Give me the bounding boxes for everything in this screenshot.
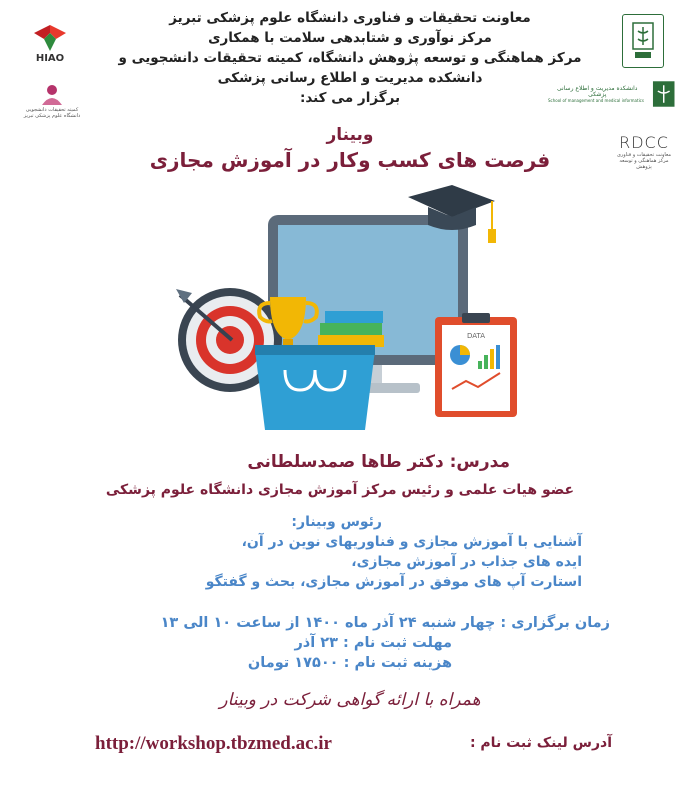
outline-item-1: آشنایی با آموزش مجازی و فناوریهای نوین در آن،: [241, 534, 582, 550]
instructor-affiliation: عضو هیات علمی و رئیس مرکز آموزش مجازی دانشگاه علوم پزشکی: [105, 482, 575, 498]
instructor-name: مدرس: دکتر طاها صمدسلطانی: [247, 452, 510, 472]
rdcc-logo: [612, 125, 676, 177]
school-logo-caption: دانشکده مدیریت و اطلاع رسانی پزشکی: [557, 84, 638, 98]
hiao-logo-text: HIAO: [35, 52, 65, 64]
school-logo-caption-en: School of management and medical informatics: [548, 97, 644, 103]
university-logo: [622, 14, 664, 68]
rdcc-logo-text: RDCC: [619, 132, 669, 152]
rdcc-logo-caption: معاونت تحقیقات و فناوری مرکز هماهنگی و توسعه پژوهش: [616, 151, 672, 170]
data-label: DATA: [466, 332, 486, 340]
books-icon: [318, 311, 384, 347]
student-committee-icon: [39, 83, 65, 107]
shopping-bag-icon: [255, 345, 375, 430]
registration-label: آدرس لینک ثبت نام :: [469, 735, 612, 751]
data-clipboard-icon: [435, 313, 517, 417]
header-line-3: مرکز هماهنگی و توسعه پژوهش دانشگاه، کمیته تحقیقات دانشجویی و: [118, 50, 582, 66]
header-line-2: مرکز نوآوری و شتابدهی سلامت با همکاری: [208, 30, 492, 46]
school-emblem-icon: [651, 79, 676, 109]
header-line-5: برگزار می کند:: [299, 90, 401, 106]
outline-heading: رئوس وبینار:: [291, 514, 382, 530]
event-title: فرصت های کسب وکار در آموزش مجازی: [149, 148, 551, 172]
elearning-illustration: [170, 185, 530, 445]
outline-item-2: ایده های جذاب در آموزش مجازی،: [351, 554, 582, 570]
university-emblem-icon: [628, 19, 658, 63]
certificate-note: همراه با ارائه گواهی شرکت در وبینار: [219, 690, 481, 710]
hiao-logo: [28, 18, 72, 68]
registration-link[interactable]: http://workshop.tbzmed.ac.ir: [95, 733, 332, 754]
registration-fee: هزینه ثبت نام : ۱۷۵۰۰ تومان: [247, 655, 452, 671]
event-type: وبینار: [326, 125, 374, 145]
registration-deadline: مهلت ثبت نام : ۲۳ آذر: [294, 635, 452, 651]
header-line-4: دانشکده مدیریت و اطلاع رسانی پزشکی: [217, 70, 483, 86]
hiao-logo-mark: [30, 23, 70, 53]
student-committee-logo: [18, 78, 86, 124]
header-line-1: معاونت تحقیقات و فناوری دانشگاه علوم پزشکی تبریز: [169, 10, 531, 26]
outline-item-3: استارت آپ های موفق در آموزش مجازی، بحث و گفتگو: [205, 574, 582, 590]
student-committee-caption: کمیته تحقیقات دانشجویی دانشگاه علوم پزشکی تبریز: [23, 107, 81, 119]
event-time: زمان برگزاری : چهار شنبه ۲۴ آذر ماه ۱۴۰۰ از ساعت ۱۰ الی ۱۳: [160, 615, 610, 631]
